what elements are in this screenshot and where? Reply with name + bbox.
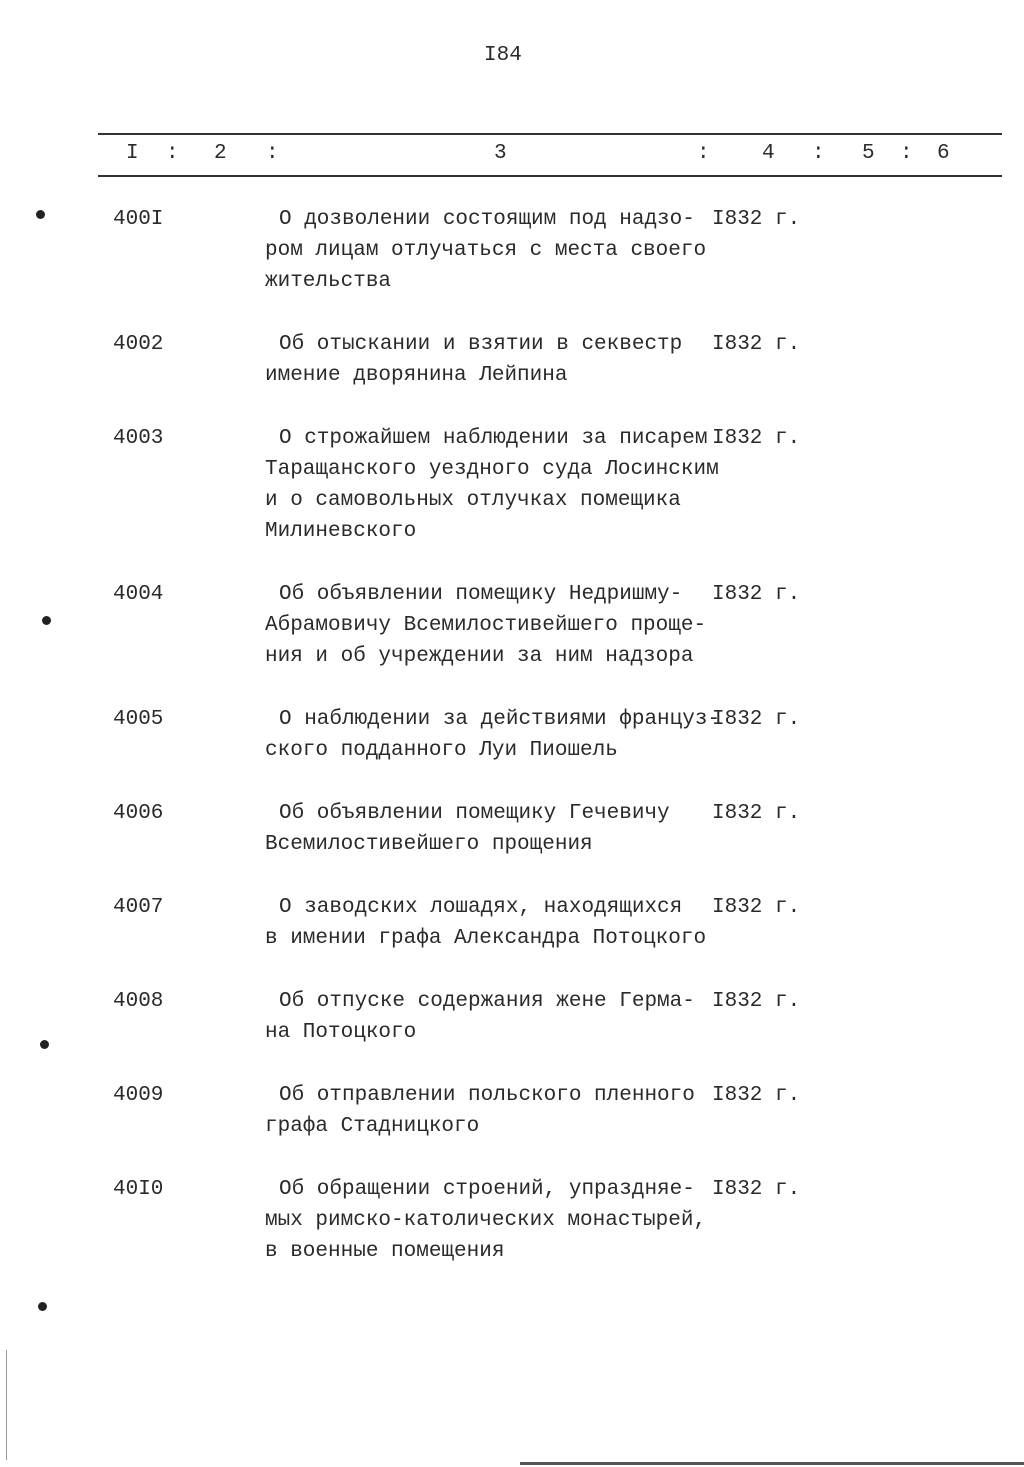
item-title-line: Всемилостивейшего прощения	[265, 833, 593, 856]
column-header-5: 5	[862, 142, 875, 165]
item-title-line: Таращанского уездного суда Лосинским	[265, 458, 719, 481]
item-title-line: Об объявлении помещику Недришму-	[279, 583, 683, 606]
item-date: I832 г.	[712, 990, 801, 1013]
column-header-1: I	[126, 142, 139, 165]
item-title-line: О заводских лошадях, находящихся	[279, 896, 683, 919]
item-title	[265, 204, 710, 297]
item-number: 400I	[113, 208, 164, 231]
item-date: I832 г.	[712, 1178, 801, 1201]
item-number: 4008	[113, 990, 164, 1013]
item-title	[265, 704, 721, 766]
item-title-line: Об отпуске содержания жене Герма-	[279, 990, 695, 1013]
item-number: 4007	[113, 896, 164, 919]
item-number: 4002	[113, 333, 164, 356]
item-title-line: на Потоцкого	[265, 1021, 417, 1044]
item-title-line: в военные помещения	[265, 1240, 505, 1263]
item-title-line: Об объявлении помещику Гечевичу	[279, 802, 670, 825]
binding-hole-mark	[40, 1040, 49, 1049]
item-title-line: мых римско-католических монастырей,	[265, 1209, 707, 1232]
inventory-list	[0, 204, 1024, 1299]
column-separator: :	[166, 142, 179, 165]
item-title-line: жительства	[265, 270, 392, 293]
list-item	[0, 579, 1024, 672]
column-header-3: 3	[494, 142, 507, 165]
item-number: 4004	[113, 583, 164, 606]
column-separator: :	[900, 142, 913, 165]
item-title	[265, 423, 719, 547]
list-item	[0, 1174, 1024, 1267]
column-separator: :	[812, 142, 825, 165]
column-separator: :	[266, 142, 279, 165]
item-title-line: имение дворянина Лейпина	[265, 364, 568, 387]
item-date: I832 г.	[712, 708, 801, 731]
list-item	[0, 704, 1024, 766]
page-number: I84	[484, 44, 522, 67]
list-item	[0, 329, 1024, 391]
item-title-line: Об обращении строений, упраздняе-	[279, 1178, 695, 1201]
item-number: 4005	[113, 708, 164, 731]
item-date: I832 г.	[712, 427, 801, 450]
item-title-line: графа Стадницкого	[265, 1115, 480, 1138]
item-number: 4003	[113, 427, 164, 450]
item-date: I832 г.	[712, 333, 801, 356]
column-header-6: 6	[937, 142, 950, 165]
column-header-2: 2	[214, 142, 227, 165]
item-date: I832 г.	[712, 208, 801, 231]
item-title	[265, 329, 710, 391]
item-title-line: О дозволении состоящим под надзо-	[279, 208, 695, 231]
item-title-line: в имении графа Александра Потоцкого	[265, 927, 707, 950]
item-title-line: ского подданного Луи Пиошель	[265, 739, 618, 762]
binding-hole-mark	[42, 616, 51, 625]
item-date: I832 г.	[712, 896, 801, 919]
item-title-line: Милиневского	[265, 520, 417, 543]
list-item	[0, 892, 1024, 954]
item-number: 40I0	[113, 1178, 164, 1201]
list-item	[0, 423, 1024, 547]
column-header-4: 4	[762, 142, 775, 165]
item-date: I832 г.	[712, 1084, 801, 1107]
item-title-line: Об отыскании и взятии в секвестр	[279, 333, 683, 356]
item-title-line: ния и об учреждении за ним надзора	[265, 645, 694, 668]
binding-hole-mark	[36, 210, 45, 219]
item-title-line: Об отправлении польского пленного	[279, 1084, 695, 1107]
item-title-line: Абрамовичу Всемилостивейшего проще-	[265, 614, 707, 637]
item-number: 4009	[113, 1084, 164, 1107]
item-title	[265, 1080, 710, 1142]
item-number: 4006	[113, 802, 164, 825]
item-date: I832 г.	[712, 802, 801, 825]
item-title-line: О строжайшем наблюдении за писарем	[279, 427, 708, 450]
scan-edge	[6, 1350, 7, 1460]
item-date: I832 г.	[712, 583, 801, 606]
item-title-line: ром лицам отлучаться с места своего	[265, 239, 707, 262]
list-item	[0, 1080, 1024, 1142]
item-title	[265, 892, 710, 954]
scan-edge	[520, 1462, 1024, 1465]
header-bottom-rule	[98, 175, 1002, 177]
header-top-rule	[98, 133, 1002, 135]
item-title	[265, 798, 710, 860]
list-item	[0, 798, 1024, 860]
list-item	[0, 986, 1024, 1048]
item-title	[265, 579, 710, 672]
item-title	[265, 1174, 710, 1267]
item-title-line: и о самовольных отлучках помещика	[265, 489, 681, 512]
column-separator: :	[697, 142, 710, 165]
list-item	[0, 204, 1024, 297]
item-title	[265, 986, 710, 1048]
binding-hole-mark	[38, 1302, 47, 1311]
item-title-line: О наблюдении за действиями француз-	[279, 708, 721, 731]
